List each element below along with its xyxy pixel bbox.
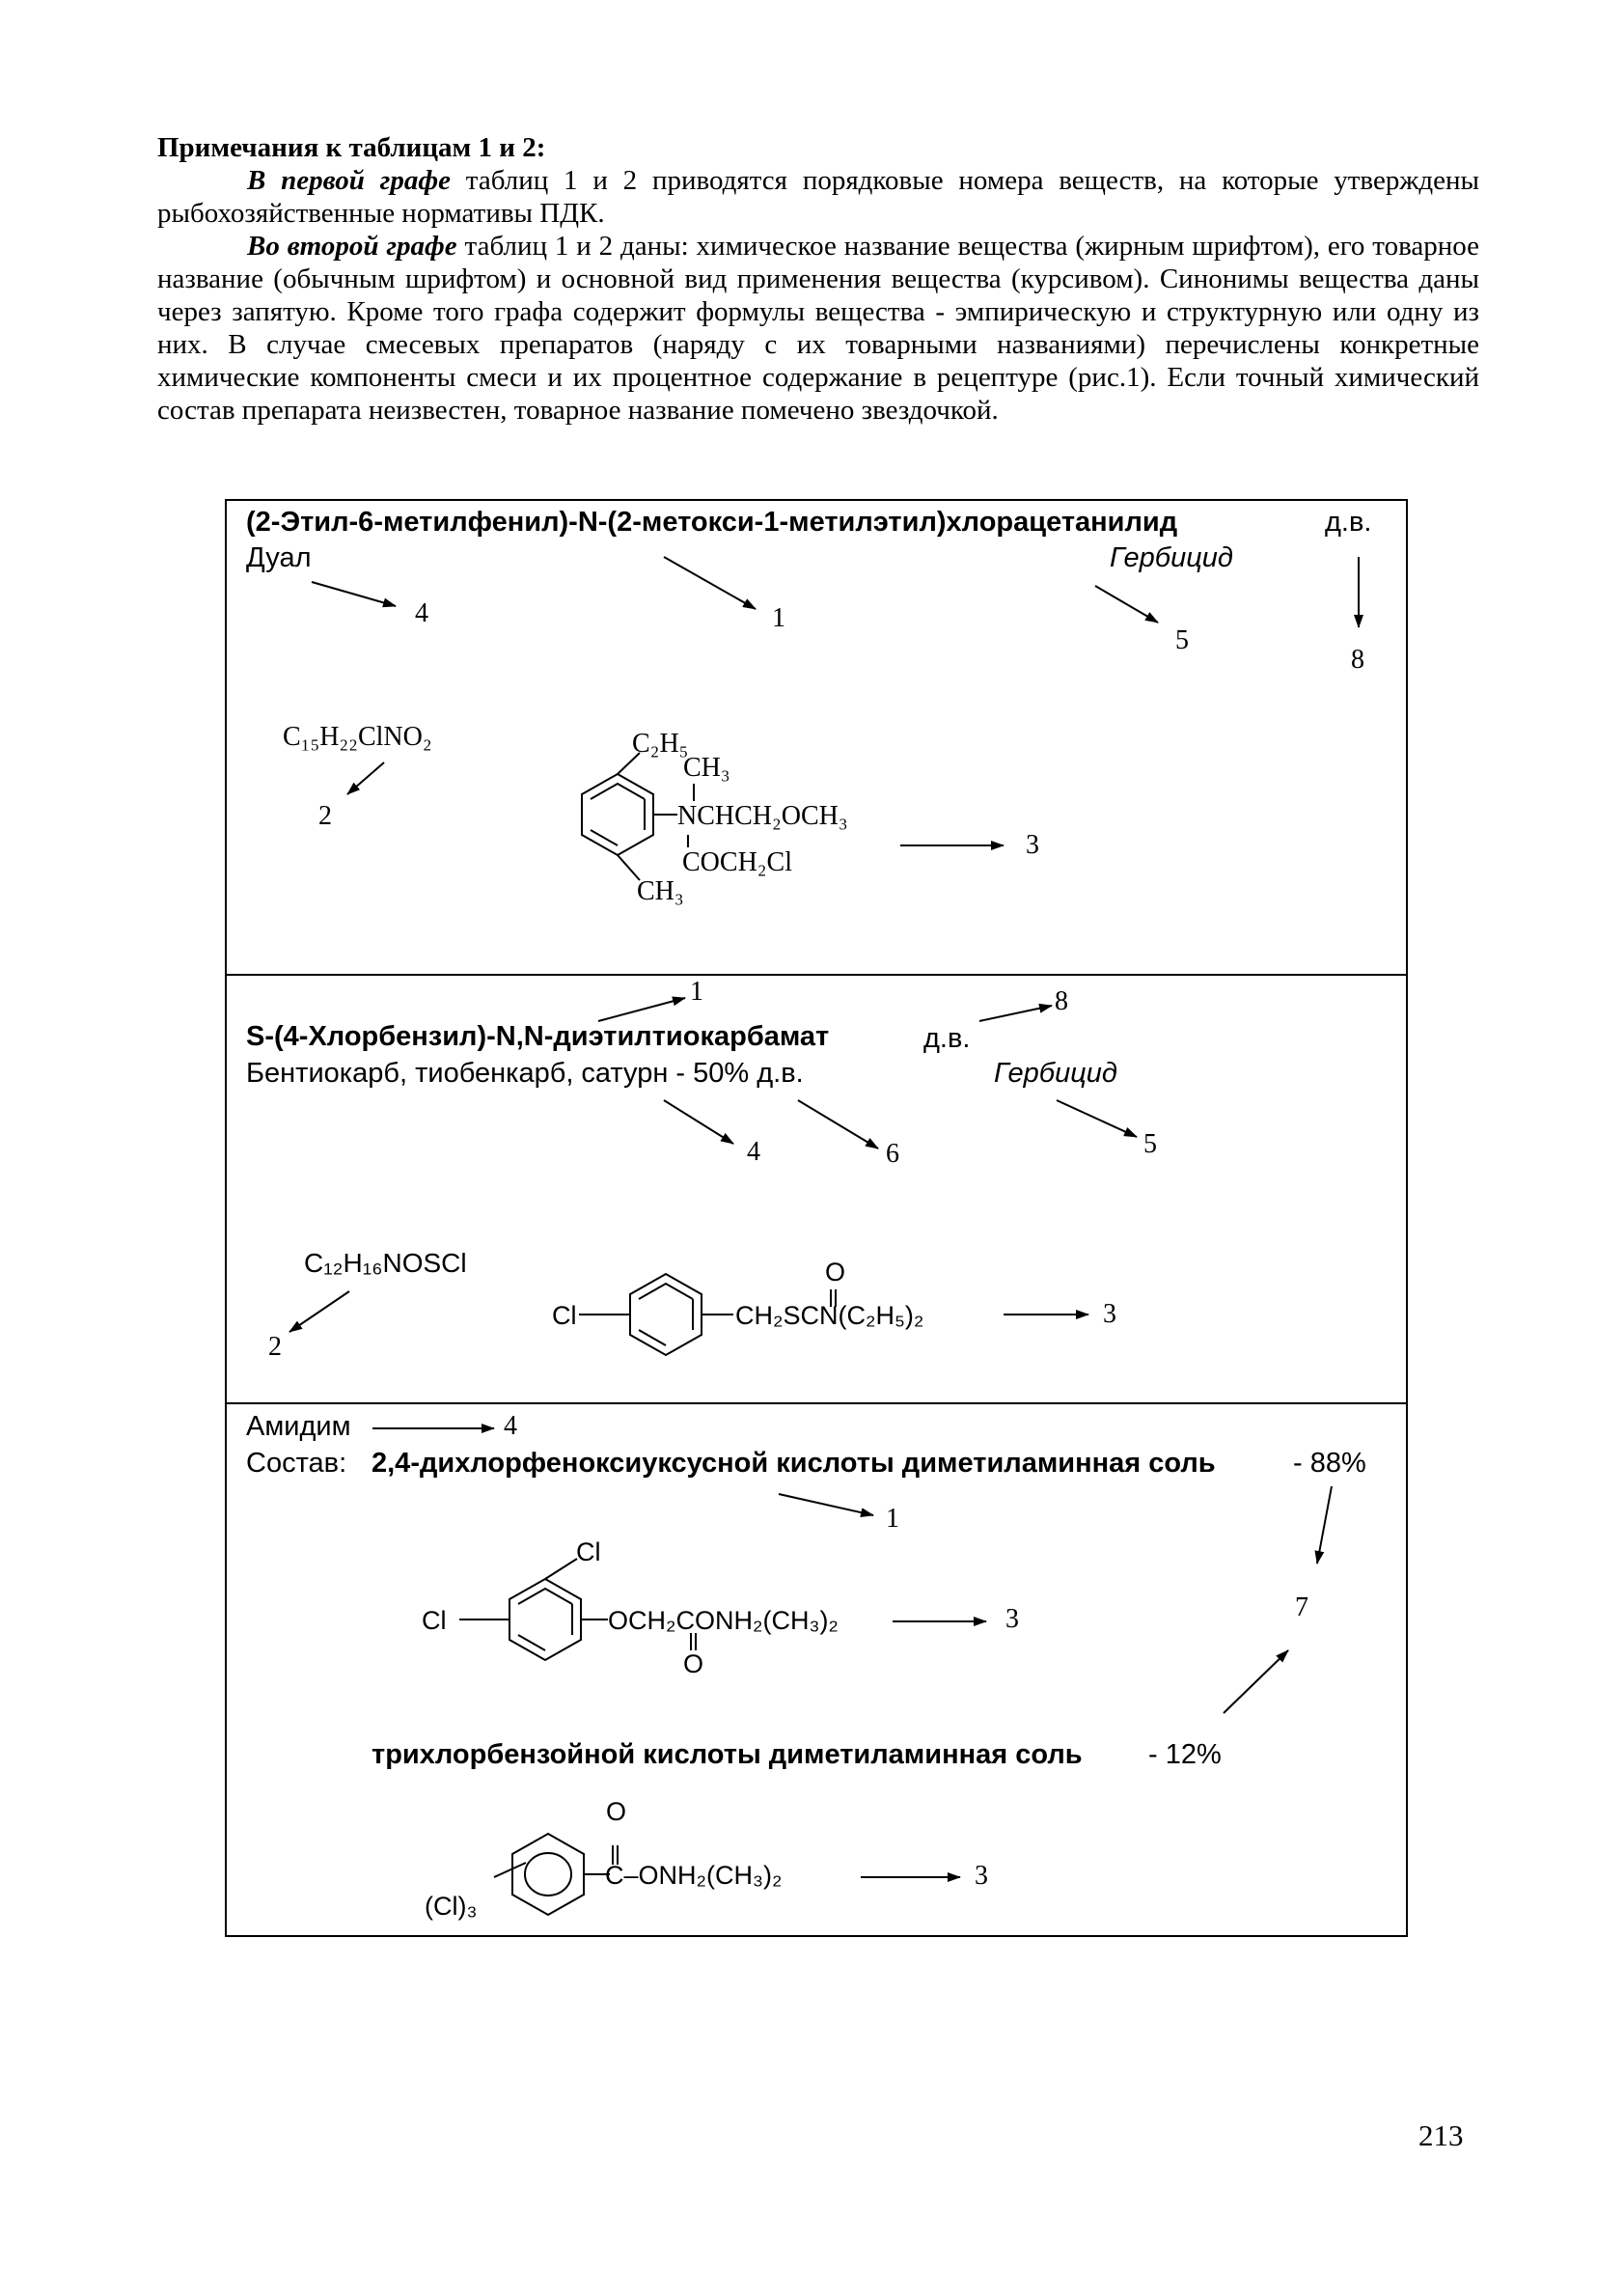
arrow-b2-trade-4: [664, 1100, 733, 1144]
b1-empirical-formula: C₁₅H₂₂ClNO₂: [283, 722, 432, 752]
b2-dv: д.в.: [923, 1023, 971, 1054]
b3-label-3a: 3: [1005, 1604, 1019, 1634]
b2-label-4: 4: [747, 1137, 760, 1167]
b1-struct-ch3-top: CH₃: [683, 753, 730, 783]
b3-component-1-name: 2,4-дихлорфеноксиуксусной кислоты диметиламинная соль: [372, 1448, 1216, 1479]
b1-label-3: 3: [1026, 830, 1039, 860]
arrow-b1-emp-2: [347, 762, 384, 794]
notes-heading: Примечания к таблицам 1 и 2:: [157, 132, 546, 163]
benzene-ring-b1: [582, 774, 653, 855]
arrow-b1-usage-5: [1095, 586, 1158, 623]
b1-struct-chain: NCHCH₂OCH₃: [677, 801, 848, 831]
b2-label-5: 5: [1143, 1129, 1157, 1159]
b3-trade-name: Амидим: [246, 1411, 351, 1442]
b1-label-4: 4: [415, 598, 428, 628]
arrow-b2-dv-8: [979, 1006, 1052, 1021]
b2-struct-cl: Cl: [552, 1301, 577, 1330]
b1-usage: Гербицид: [1110, 542, 1233, 573]
b2-label-3: 3: [1103, 1299, 1116, 1329]
notes-p1-lead: В первой графе: [247, 165, 451, 196]
b2-struct-chain: CH₂SCN(C₂H₅)₂: [735, 1301, 924, 1330]
b2-label-1: 1: [690, 977, 703, 1007]
page-number: 213: [1418, 2118, 1464, 2152]
arrow-b3-comp1-1: [779, 1494, 873, 1515]
b2-empirical-formula: C₁₂H₁₆NOSCl: [304, 1248, 467, 1278]
b3-struct2-cl3: (Cl)₃: [425, 1892, 478, 1921]
b3-component-1-percent: - 88%: [1293, 1448, 1366, 1479]
notes-p2-lead: Во второй графе: [247, 231, 457, 262]
arrow-b2-usage-5: [1057, 1100, 1137, 1137]
b3-struct1-chain: OCH₂CONH₂(CH₃)₂: [608, 1606, 839, 1635]
b3-label-1: 1: [886, 1504, 899, 1534]
arrow-b3-pct1-7: [1317, 1486, 1332, 1564]
b3-struct1-cl-top: Cl: [576, 1537, 601, 1566]
b1-struct-coch2cl: COCH₂Cl: [682, 847, 793, 877]
b3-label-7: 7: [1295, 1592, 1308, 1622]
arrow-b1-name-1: [664, 557, 756, 609]
b3-component-2-name: трихлорбензойной кислоты диметиламинная соль: [372, 1739, 1083, 1770]
b3-struct1-cl-left: Cl: [422, 1606, 447, 1635]
b2-struct-o: O: [825, 1258, 846, 1287]
b3-label-3b: 3: [975, 1861, 988, 1891]
b1-chem-name: (2-Этил-6-метилфенил)-N-(2-метокси-1-метилэтил)хлорацетанилид: [246, 507, 1178, 538]
notes-p2-text: таблиц 1 и 2 даны: химическое название вещества (жирным шрифтом), его товарное название (обычным шрифтом) и основной вид применения вещества (курсивом). Синонимы вещества даны через запятую. Кроме того графа содержит формулы вещества - эмпирическую и структурную или одну из них. В случае смесевых препаратов (наряду с их товарными названиями) перечислены конкретные химические компоненты смеси и их процентное содержание в рецептуре (рис.1). Если точный химический состав препарата неизвестен, товарное название помечено звездочкой.: [157, 231, 1479, 426]
b3-struct1-o: O: [683, 1649, 704, 1678]
b2-trade-names: Бентиокарб, тиобенкарб, сатурн - 50% д.в.: [246, 1058, 804, 1089]
arrow-b1-dual-4: [312, 582, 396, 606]
b2-usage: Гербицид: [994, 1058, 1117, 1089]
b3-struct2-o: O: [606, 1797, 627, 1826]
b1-label-2: 2: [318, 801, 332, 831]
b1-trade-name: Дуал: [246, 542, 312, 573]
bond-substituent-cl3: [494, 1863, 526, 1877]
benzene-ring-b2: [630, 1274, 702, 1355]
aromatic-circle-b3b: [525, 1853, 571, 1896]
benzene-ring-b3a: [509, 1579, 581, 1660]
b1-dv: д.в.: [1325, 507, 1372, 538]
b1-struct-c2h5: C₂H₅: [632, 729, 689, 759]
b3-composition-label: Состав:: [246, 1448, 347, 1479]
b1-label-8: 8: [1351, 645, 1364, 675]
b2-chem-name: S-(4-Хлорбензил)-N,N-диэтилтиокарбамат: [246, 1021, 830, 1052]
benzene-ring-b3b: [512, 1834, 584, 1915]
b3-struct2-chain: C–ONH₂(CH₃)₂: [605, 1861, 783, 1890]
b2-label-8: 8: [1055, 986, 1068, 1016]
b3-label-4: 4: [504, 1411, 517, 1441]
arrow-b2-name-1: [598, 998, 685, 1021]
b1-struct-ch3-bottom: CH₃: [637, 876, 684, 906]
arrow-b3-pct2-7: [1224, 1650, 1288, 1713]
b3-component-2-percent: - 12%: [1148, 1739, 1222, 1770]
b1-label-5: 5: [1175, 625, 1189, 655]
notes-p1-text: таблиц 1 и 2 приводятся порядковые номера веществ, на которые утверждены рыбохозяйственные нормативы ПДК.: [157, 165, 1479, 229]
arrow-b2-emp-2: [289, 1291, 349, 1332]
b1-label-1: 1: [772, 603, 785, 633]
arrow-b2-trade-6: [798, 1100, 878, 1149]
benzene-inner-b1: [591, 784, 645, 799]
b2-label-2: 2: [268, 1332, 282, 1362]
bond-ring-cl-top: [545, 1559, 577, 1579]
b2-label-6: 6: [886, 1139, 899, 1169]
